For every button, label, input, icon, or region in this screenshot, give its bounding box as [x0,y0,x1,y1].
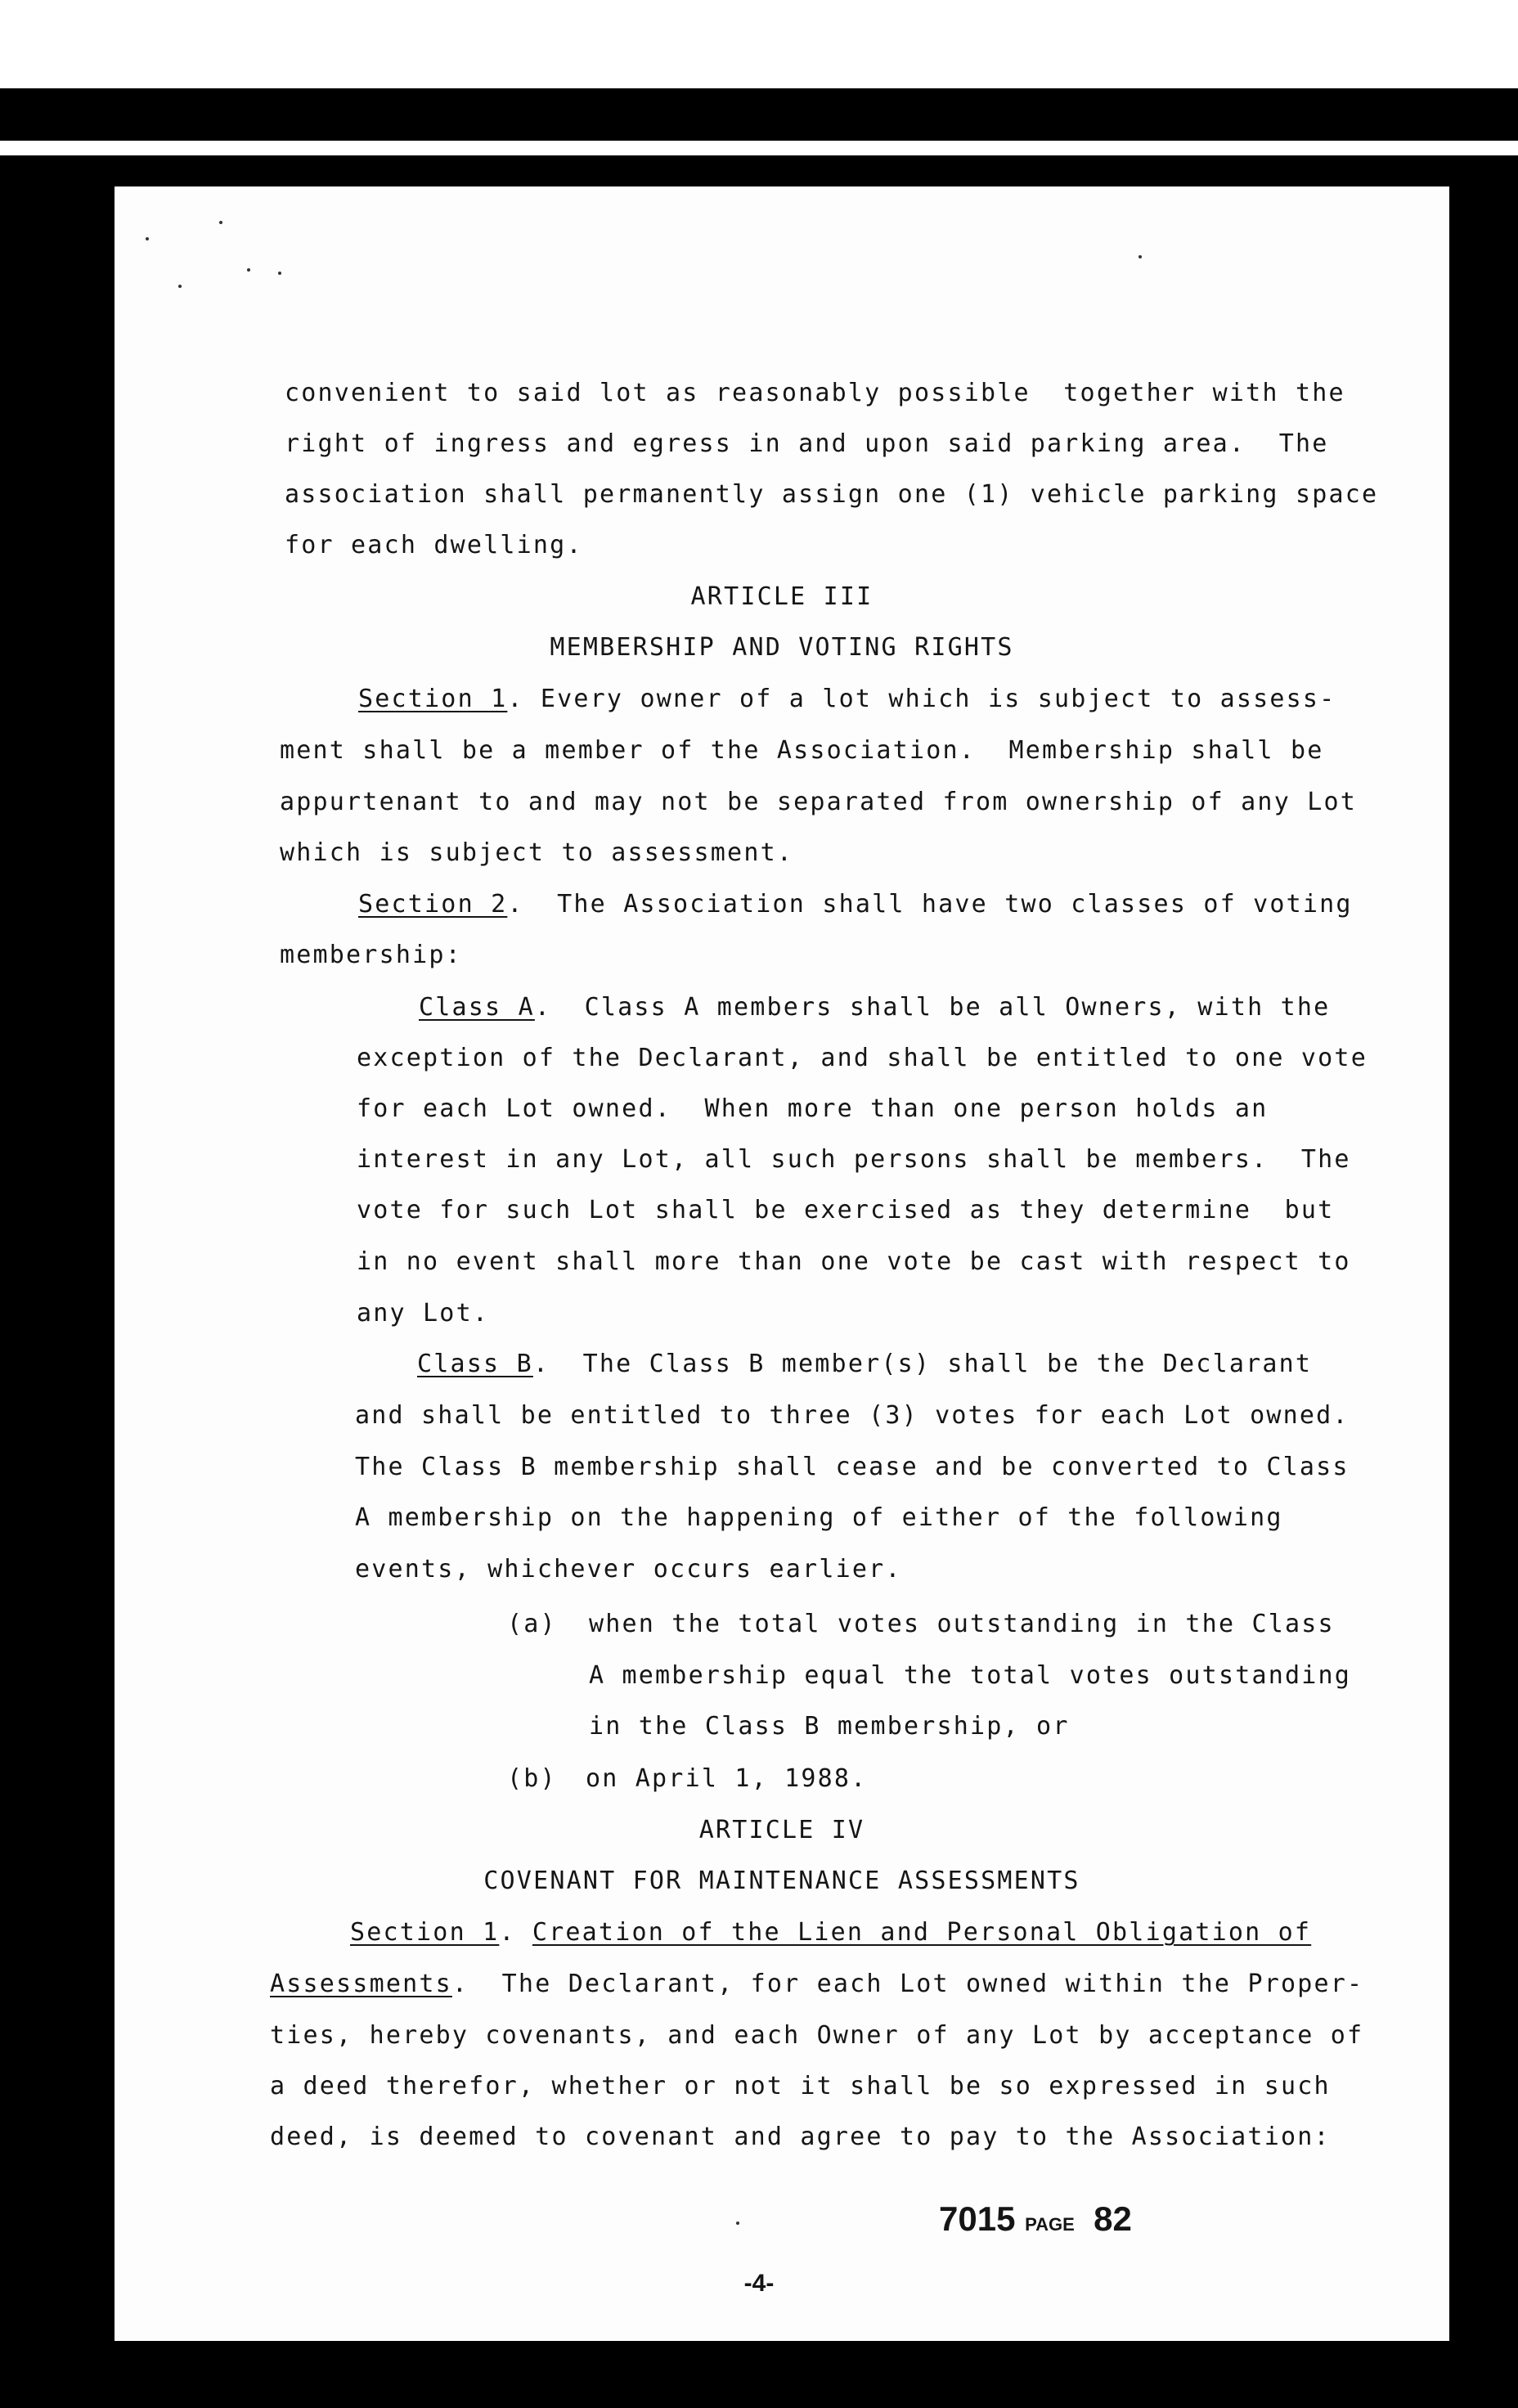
section-heading: Section 2 [358,890,508,919]
text-line: which is subject to assessment. [280,838,794,867]
section-2-line [358,890,1353,919]
text-run: . Every owner of a lot which is subject to assess- [507,685,1336,713]
text-run: . The Declarant, for each Lot owned within the Proper- [451,1970,1364,1998]
text-run: . The Association shall have two classes of voting [507,890,1353,919]
text-line: A membership equal the total votes outstanding [589,1661,1352,1690]
section-subheading: Creation of the Lien and Personal Obligation of [532,1918,1312,1947]
scan-speck [736,2222,739,2225]
text-line: for each Lot owned. When more than one person holds an [357,1094,1269,1123]
text-line: membership: [280,941,462,969]
article-4-section-1-line [350,1918,1311,1948]
text-run: . Class A members shall be all Owners, with the [534,993,1331,1022]
text-line: in no event shall more than one vote be cast with respect to [357,1247,1351,1276]
article-number: ARTICLE IV [698,1816,865,1844]
text-line: exception of the Declarant, and shall be entitled to one vote [357,1044,1368,1072]
section-1-line [358,685,1336,714]
text-line: The Class B membership shall cease and be converted to Class [355,1453,1350,1481]
scan-speck [146,237,149,240]
class-b-line [417,1350,1312,1379]
text-line: for each dwelling. [285,531,583,559]
text-line: ties, hereby covenants, and each Owner of any Lot by acceptance of [270,2021,1364,2050]
text-line: any Lot. [357,1299,490,1328]
text-line: A membership on the happening of either of the following [355,1503,1283,1532]
class-heading: Class A [419,993,535,1022]
scan-black-bar [0,155,1518,186]
page-label: PAGE [1025,2214,1075,2235]
item-label: (a) [507,1610,557,1638]
text-line: a deed therefor, whether or not it shall be so expressed in such [270,2072,1331,2100]
text-line: right of ingress and egress in and upon said parking area. The [285,429,1329,458]
text-line: on April 1, 1988. [586,1764,868,1793]
item-label: (b) [507,1764,557,1793]
text-line: appurtenant to and may not be separated from ownership of any Lot [280,788,1357,816]
text-line: interest in any Lot, all such persons shall be members. The [357,1145,1351,1174]
article-title: COVENANT FOR MAINTENANCE ASSESSMENTS [483,1867,1080,1895]
scan-speck [247,268,250,272]
text-line: association shall permanently assign one (1) vehicle parking space [285,480,1379,509]
section-heading: Section 1 [350,1918,500,1947]
text-line: vote for such Lot shall be exercised as they determine but [357,1196,1335,1224]
class-heading: Class B [417,1350,533,1378]
text-run: . The Class B member(s) shall be the Declarant [532,1350,1313,1378]
text-line: when the total votes outstanding in the Class [589,1610,1335,1638]
scan-speck [178,285,182,288]
scan-border-right [1449,186,1518,2408]
scan-border-bottom [0,2341,1518,2408]
book-page-stamp [939,2199,1132,2245]
scan-black-bar [0,88,1518,141]
text-line: in the Class B membership, or [589,1712,1070,1741]
text-line [270,1970,1363,1999]
text-line: and shall be entitled to three (3) votes for each Lot owned. [355,1401,1350,1430]
section-subheading: Assessments [270,1970,452,1998]
stamp-page-number: 82 [1094,2199,1132,2238]
text-line: ment shall be a member of the Association. Membership shall be [280,736,1324,765]
article-title: MEMBERSHIP AND VOTING RIGHTS [550,633,1014,662]
class-a-line [419,993,1330,1022]
scan-speck [219,221,222,224]
text-run: . [499,1918,532,1947]
text-line: convenient to said lot as reasonably possible together with the [285,379,1345,407]
text-line: deed, is deemed to covenant and agree to pay to the Association: [270,2123,1331,2151]
page-number: -4- [743,2270,775,2297]
book-number: 7015 [939,2199,1016,2238]
scan-speck [1138,255,1142,258]
scan-border-left [0,186,115,2408]
text-line: events, whichever occurs earlier. [355,1555,902,1584]
scan-speck [278,272,281,275]
article-number: ARTICLE III [690,582,874,611]
section-heading: Section 1 [358,685,508,713]
